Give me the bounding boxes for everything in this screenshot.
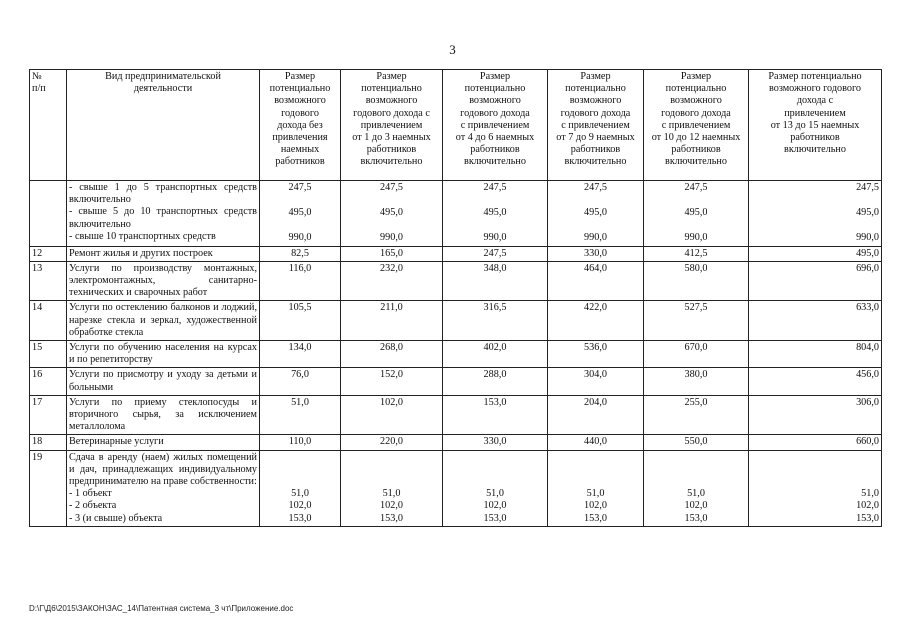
value-cell [749,341,882,368]
value: 990,0 [288,232,312,244]
activity-line: - свыше 5 до 10 транспортных средств включительно [69,206,257,230]
value-cell [341,435,443,450]
value-cell [443,435,548,450]
value: 422,0 [584,302,607,314]
value: 255,0 [684,396,708,408]
table-row [30,261,882,301]
value-cell [260,261,341,301]
value: 232,0 [380,262,403,274]
value-cell [443,341,548,368]
value: 633,0 [856,302,879,314]
value: 247,5 [288,182,312,193]
value: 527,5 [684,302,708,314]
activity-description [67,181,260,247]
value: 152,0 [380,369,403,381]
value: 495,0 [856,207,879,219]
value: 268,0 [380,342,403,354]
value: 412,5 [684,247,708,259]
value-cell [644,395,749,435]
activity-description [67,450,260,526]
value-cell [548,301,644,341]
value-cell [644,181,749,247]
value: 990,0 [856,232,879,244]
value-cell [341,368,443,395]
activity-description [67,395,260,435]
value: 495,0 [288,207,312,219]
value-cell [341,301,443,341]
activity-line: Услуги по приему стеклопосуды и вторичного сырья, за исключением металлолома [69,396,257,433]
header-no-employees: Размер потенциально возможного годового дохода без привлечения наемных работников [260,70,341,181]
value: 440,0 [584,436,607,448]
value: 153,0 [856,512,879,524]
value: 670,0 [684,342,708,354]
value: 51,0 [382,488,401,500]
value: 153,0 [684,512,708,524]
value-cell [548,261,644,301]
value: 211,0 [380,302,403,314]
activity-description [67,301,260,341]
value: 456,0 [856,369,879,381]
value-cell [749,450,882,526]
value: 495,0 [380,207,403,219]
row-number: 19 [30,450,67,526]
value: 102,0 [584,500,607,512]
activity-line: Услуги по остеклению балконов и лоджий, нарезке стекла и зеркал, художественной обработке стекла [69,302,257,338]
value: 316,5 [483,302,507,314]
header-4-6-employees: Размер потенциально возможного годового дохода с привлечением от 4 до 6 наемных работников включительно [443,70,548,181]
value-cell [443,450,548,526]
value: 990,0 [483,232,507,244]
value: 247,5 [483,182,507,193]
value: 153,0 [380,512,403,524]
table-body [30,181,882,527]
value: 495,0 [856,247,879,259]
value-cell [548,246,644,261]
value: 220,0 [380,436,403,448]
value-cell [548,395,644,435]
value-cell [644,301,749,341]
activity-line: Услуги по присмотру и уходу за детьми и больными [69,369,257,393]
value-cell [260,301,341,341]
header-7-9-employees: Размер потенциально возможного годового дохода с привлечением от 7 до 9 наемных работников включительно [548,70,644,181]
value-cell [260,395,341,435]
activity-line: - свыше 10 транспортных средств [69,230,216,242]
value: 696,0 [856,262,879,274]
value-cell [749,301,882,341]
value-cell [749,395,882,435]
table-row [30,301,882,341]
value-cell [644,368,749,395]
value: 464,0 [584,262,607,274]
value: 51,0 [687,488,705,500]
value: 51,0 [291,488,309,500]
row-number: 17 [30,395,67,435]
table-row [30,435,882,450]
value: 495,0 [483,207,507,219]
value: 153,0 [288,512,312,524]
value-cell [443,301,548,341]
value: 102,0 [380,396,403,408]
value: 76,0 [291,369,309,381]
row-number: 18 [30,435,67,450]
income-table [29,69,882,527]
value: 153,0 [483,512,507,524]
value: 495,0 [584,207,607,219]
value: 990,0 [380,232,403,244]
activity-description [67,368,260,395]
value-cell [749,261,882,301]
value: 51,0 [861,488,879,500]
value: 348,0 [483,262,507,274]
value: 550,0 [684,436,708,448]
value-cell [341,246,443,261]
table-row [30,181,882,247]
activity-line: Сдача в аренду (наем) жилых помещений и дач, принадлежащих индивидуальному предпринимателю на праве собственности: [69,451,257,488]
row-number: 12 [30,246,67,261]
page-number: 3 [449,42,456,57]
value: 153,0 [584,512,607,524]
value: 165,0 [380,247,403,259]
row-number: 15 [30,341,67,368]
value-cell [260,368,341,395]
value-cell [644,261,749,301]
activity-line: - 3 (и свыше) объекта [69,512,163,524]
value: 102,0 [684,500,708,512]
value-cell [548,435,644,450]
table-row [30,450,882,526]
value-cell [443,395,548,435]
value: 110,0 [288,436,312,448]
file-path-footer: D:\Г\Д6\2015\ЗАКОН\ЗАС_14\Патентная система_3 чт\Приложение.doc [29,604,294,613]
header-activity: Вид предпринимательской деятельности [67,70,260,181]
value: 51,0 [291,396,309,408]
activity-line: Услуги по обучению населения на курсах и по репетиторству [69,342,257,366]
row-number [30,181,67,247]
value-cell [260,435,341,450]
value: 660,0 [856,436,879,448]
table-row [30,341,882,368]
activity-line: - 2 объекта [69,500,117,512]
value: 990,0 [584,232,607,244]
activity-line: Услуги по производству монтажных, электромонтажных, санитарно-технических и сварочных работ [69,262,257,299]
value: 990,0 [684,232,708,244]
value: 105,5 [288,302,312,314]
row-number: 16 [30,368,67,395]
value: 247,5 [856,182,879,193]
value-cell [260,181,341,247]
value-cell [548,181,644,247]
value-cell [260,450,341,526]
value: 153,0 [483,396,507,408]
value-cell [260,341,341,368]
value-cell [644,246,749,261]
value-cell [749,435,882,450]
activity-line: - 1 объект [69,488,112,500]
value-cell [644,341,749,368]
value: 116,0 [288,262,312,274]
table-row [30,395,882,435]
value: 304,0 [584,369,607,381]
value: 102,0 [856,500,879,512]
value-cell [443,246,548,261]
value: 51,0 [486,488,504,500]
value: 495,0 [684,207,708,219]
value-cell [548,450,644,526]
value: 102,0 [288,500,312,512]
table-header-row [30,70,882,181]
table-row [30,246,882,261]
activity-description [67,435,260,450]
value: 51,0 [586,488,605,500]
table-row [30,368,882,395]
value: 82,5 [291,247,309,259]
value-cell [341,181,443,247]
value: 102,0 [380,500,403,512]
row-number: 13 [30,261,67,301]
value: 134,0 [288,342,312,354]
activity-description [67,246,260,261]
value-cell [341,341,443,368]
value: 330,0 [584,247,607,259]
activity-line: - свыше 1 до 5 транспортных средств включительно [69,182,257,206]
value: 380,0 [684,369,708,381]
value-cell [443,368,548,395]
value: 330,0 [483,436,507,448]
row-number: 14 [30,301,67,341]
value-cell [749,246,882,261]
value-cell [644,450,749,526]
value: 102,0 [483,500,507,512]
value: 247,5 [380,182,403,193]
value: 247,5 [684,182,708,193]
activity-line: Ветеринарные услуги [69,436,164,448]
activity-description [67,341,260,368]
value-cell [749,181,882,247]
value-cell [443,261,548,301]
value-cell [443,181,548,247]
activity-description [67,261,260,301]
value: 247,5 [584,182,607,193]
value-cell [548,368,644,395]
value-cell [341,395,443,435]
header-10-12-employees: Размер потенциально возможного годового дохода с привлечением от 10 до 12 наемных работников включительно [644,70,749,181]
header-num: № п/п [30,70,67,181]
value: 247,5 [483,247,507,259]
value: 306,0 [856,396,879,408]
value-cell [341,261,443,301]
header-13-15-employees: Размер потенциально возможного годового дохода с привлечением от 13 до 15 наемных работников включительно [749,70,882,181]
value-cell [644,435,749,450]
activity-line: Ремонт жилья и других построек [69,247,213,259]
value-cell [341,450,443,526]
value-cell [548,341,644,368]
value: 402,0 [483,342,507,354]
value: 580,0 [684,262,708,274]
value-cell [749,368,882,395]
value-cell [260,246,341,261]
value: 288,0 [483,369,507,381]
value: 204,0 [584,396,607,408]
value: 536,0 [584,342,607,354]
header-1-3-employees: Размер потенциально возможного годового дохода с привлечением от 1 до 3 наемных работников включительно [341,70,443,181]
value: 804,0 [856,342,879,354]
